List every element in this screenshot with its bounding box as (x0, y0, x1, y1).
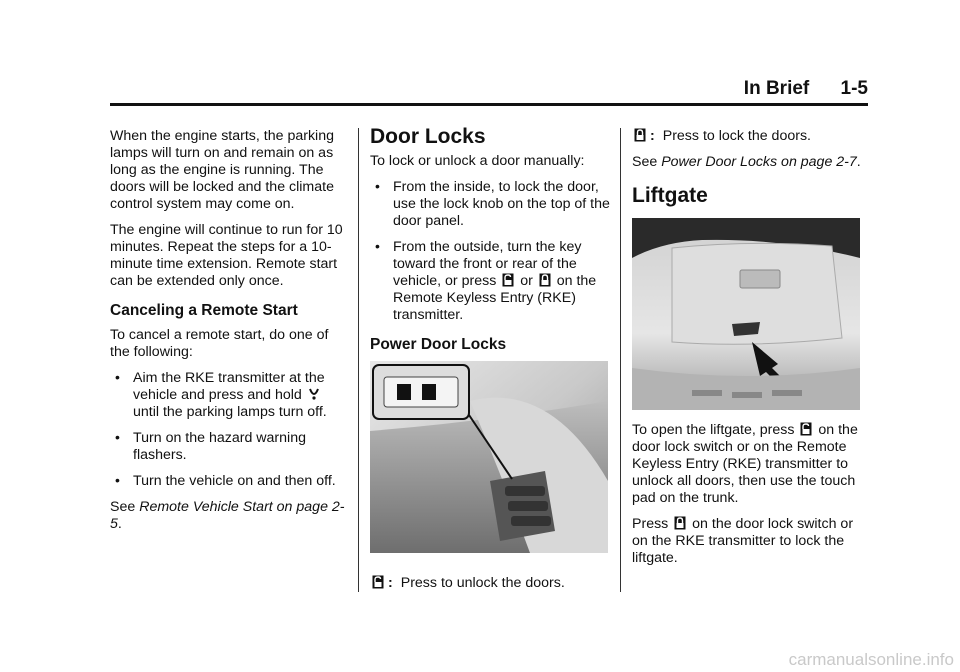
see-prefix: See (632, 154, 658, 170)
bullet-aim-text-b: until the parking lamps turn off. (133, 404, 327, 420)
unlock-icon (502, 273, 514, 287)
see-suffix: . (856, 154, 861, 170)
unlock-colon: : (388, 575, 393, 591)
lock-icon (634, 128, 646, 142)
liftgate-lock-paragraph (632, 516, 870, 567)
see-link-remote-start[interactable]: Remote Vehicle Start on page 2-5 (110, 499, 345, 532)
liftgate-open-text-b: on the door lock switch or on the Remote Keyless Entry (RKE) transmitter to unlock all doors, then use the touch pad on the trunk. (632, 422, 858, 506)
bullet-inside-lock: • From the inside, to lock the door, use the lock knob on the top of the door panel. (370, 179, 610, 230)
heading-door-locks: Door Locks (370, 125, 486, 148)
column-2 (370, 125, 610, 601)
header-right (718, 78, 868, 100)
page-header (110, 78, 868, 104)
door-locks-intro: To lock or unlock a door manually: (370, 153, 585, 169)
cancel-intro: To cancel a remote start, do one of the following: (110, 327, 329, 360)
bullet-outside-text-a: From the outside, turn the key toward the front or rear of the vehicle, or press (393, 239, 582, 289)
unlock-icon (800, 422, 812, 436)
unlock-description (370, 575, 610, 592)
section-title: In Brief (743, 78, 810, 99)
lock-text: Press to lock the doors. (662, 128, 811, 144)
heading-liftgate: Liftgate (632, 184, 708, 207)
liftgate-open-text-a: To open the liftgate, press (632, 422, 795, 438)
column-divider-2 (620, 128, 621, 592)
see-reference-remote-start (110, 499, 348, 533)
liftgate-lock-text-a: Press (632, 516, 669, 532)
bullet-outside-text-b: on the Remote Keyless Entry (RKE) transmitter. (393, 273, 597, 323)
header-rule (110, 103, 868, 106)
column-1 (110, 128, 348, 542)
column-divider-1 (358, 128, 359, 592)
bullet-outside-or: or (520, 273, 533, 289)
see-prefix: See (110, 499, 136, 515)
bullet-outside-key (370, 239, 610, 324)
bullet-aim-transmitter (110, 370, 348, 421)
unlock-icon (372, 575, 384, 589)
bullet-vehicle-on-off: • Turn the vehicle on and then off. (110, 473, 348, 490)
paragraph-engine-starts: When the engine starts, the parking lamps will turn on and remain on as long as the engine is running. The doors will be locked and the climate control system may come on. (110, 128, 334, 212)
liftgate-photo (632, 218, 860, 410)
lock-icon (539, 273, 551, 287)
paragraph-engine-run: The engine will continue to run for 10 minutes. Repeat the steps for a 10-minute time extension. Remote start can be extended only once. (110, 222, 343, 289)
lock-colon: : (650, 128, 655, 144)
see-reference-power-door-locks (632, 154, 870, 171)
remote-start-icon (308, 387, 320, 401)
heading-power-door-locks: Power Door Locks (370, 336, 507, 353)
liftgate-open-paragraph (632, 422, 870, 507)
liftgate-lock-text-b: on the door lock switch or on the RKE transmitter to lock the liftgate. (632, 516, 854, 566)
lock-icon (674, 516, 686, 530)
heading-canceling-remote-start: Canceling a Remote Start (110, 302, 298, 319)
column-3 (632, 128, 870, 576)
bullet-aim-text-a: Aim the RKE transmitter at the vehicle and press and hold (133, 370, 325, 403)
power-door-lock-switch-photo (370, 361, 608, 553)
see-link-power-door-locks[interactable]: Power Door Locks on page 2-7 (661, 154, 857, 170)
watermark: carmanualsonline.info (788, 650, 954, 669)
lock-description (632, 128, 870, 145)
page-number: 1-5 (840, 78, 868, 99)
unlock-text: Press to unlock the doors. (400, 575, 565, 591)
see-suffix: . (117, 516, 122, 532)
bullet-hazard: • Turn on the hazard warning flashers. (110, 430, 348, 464)
